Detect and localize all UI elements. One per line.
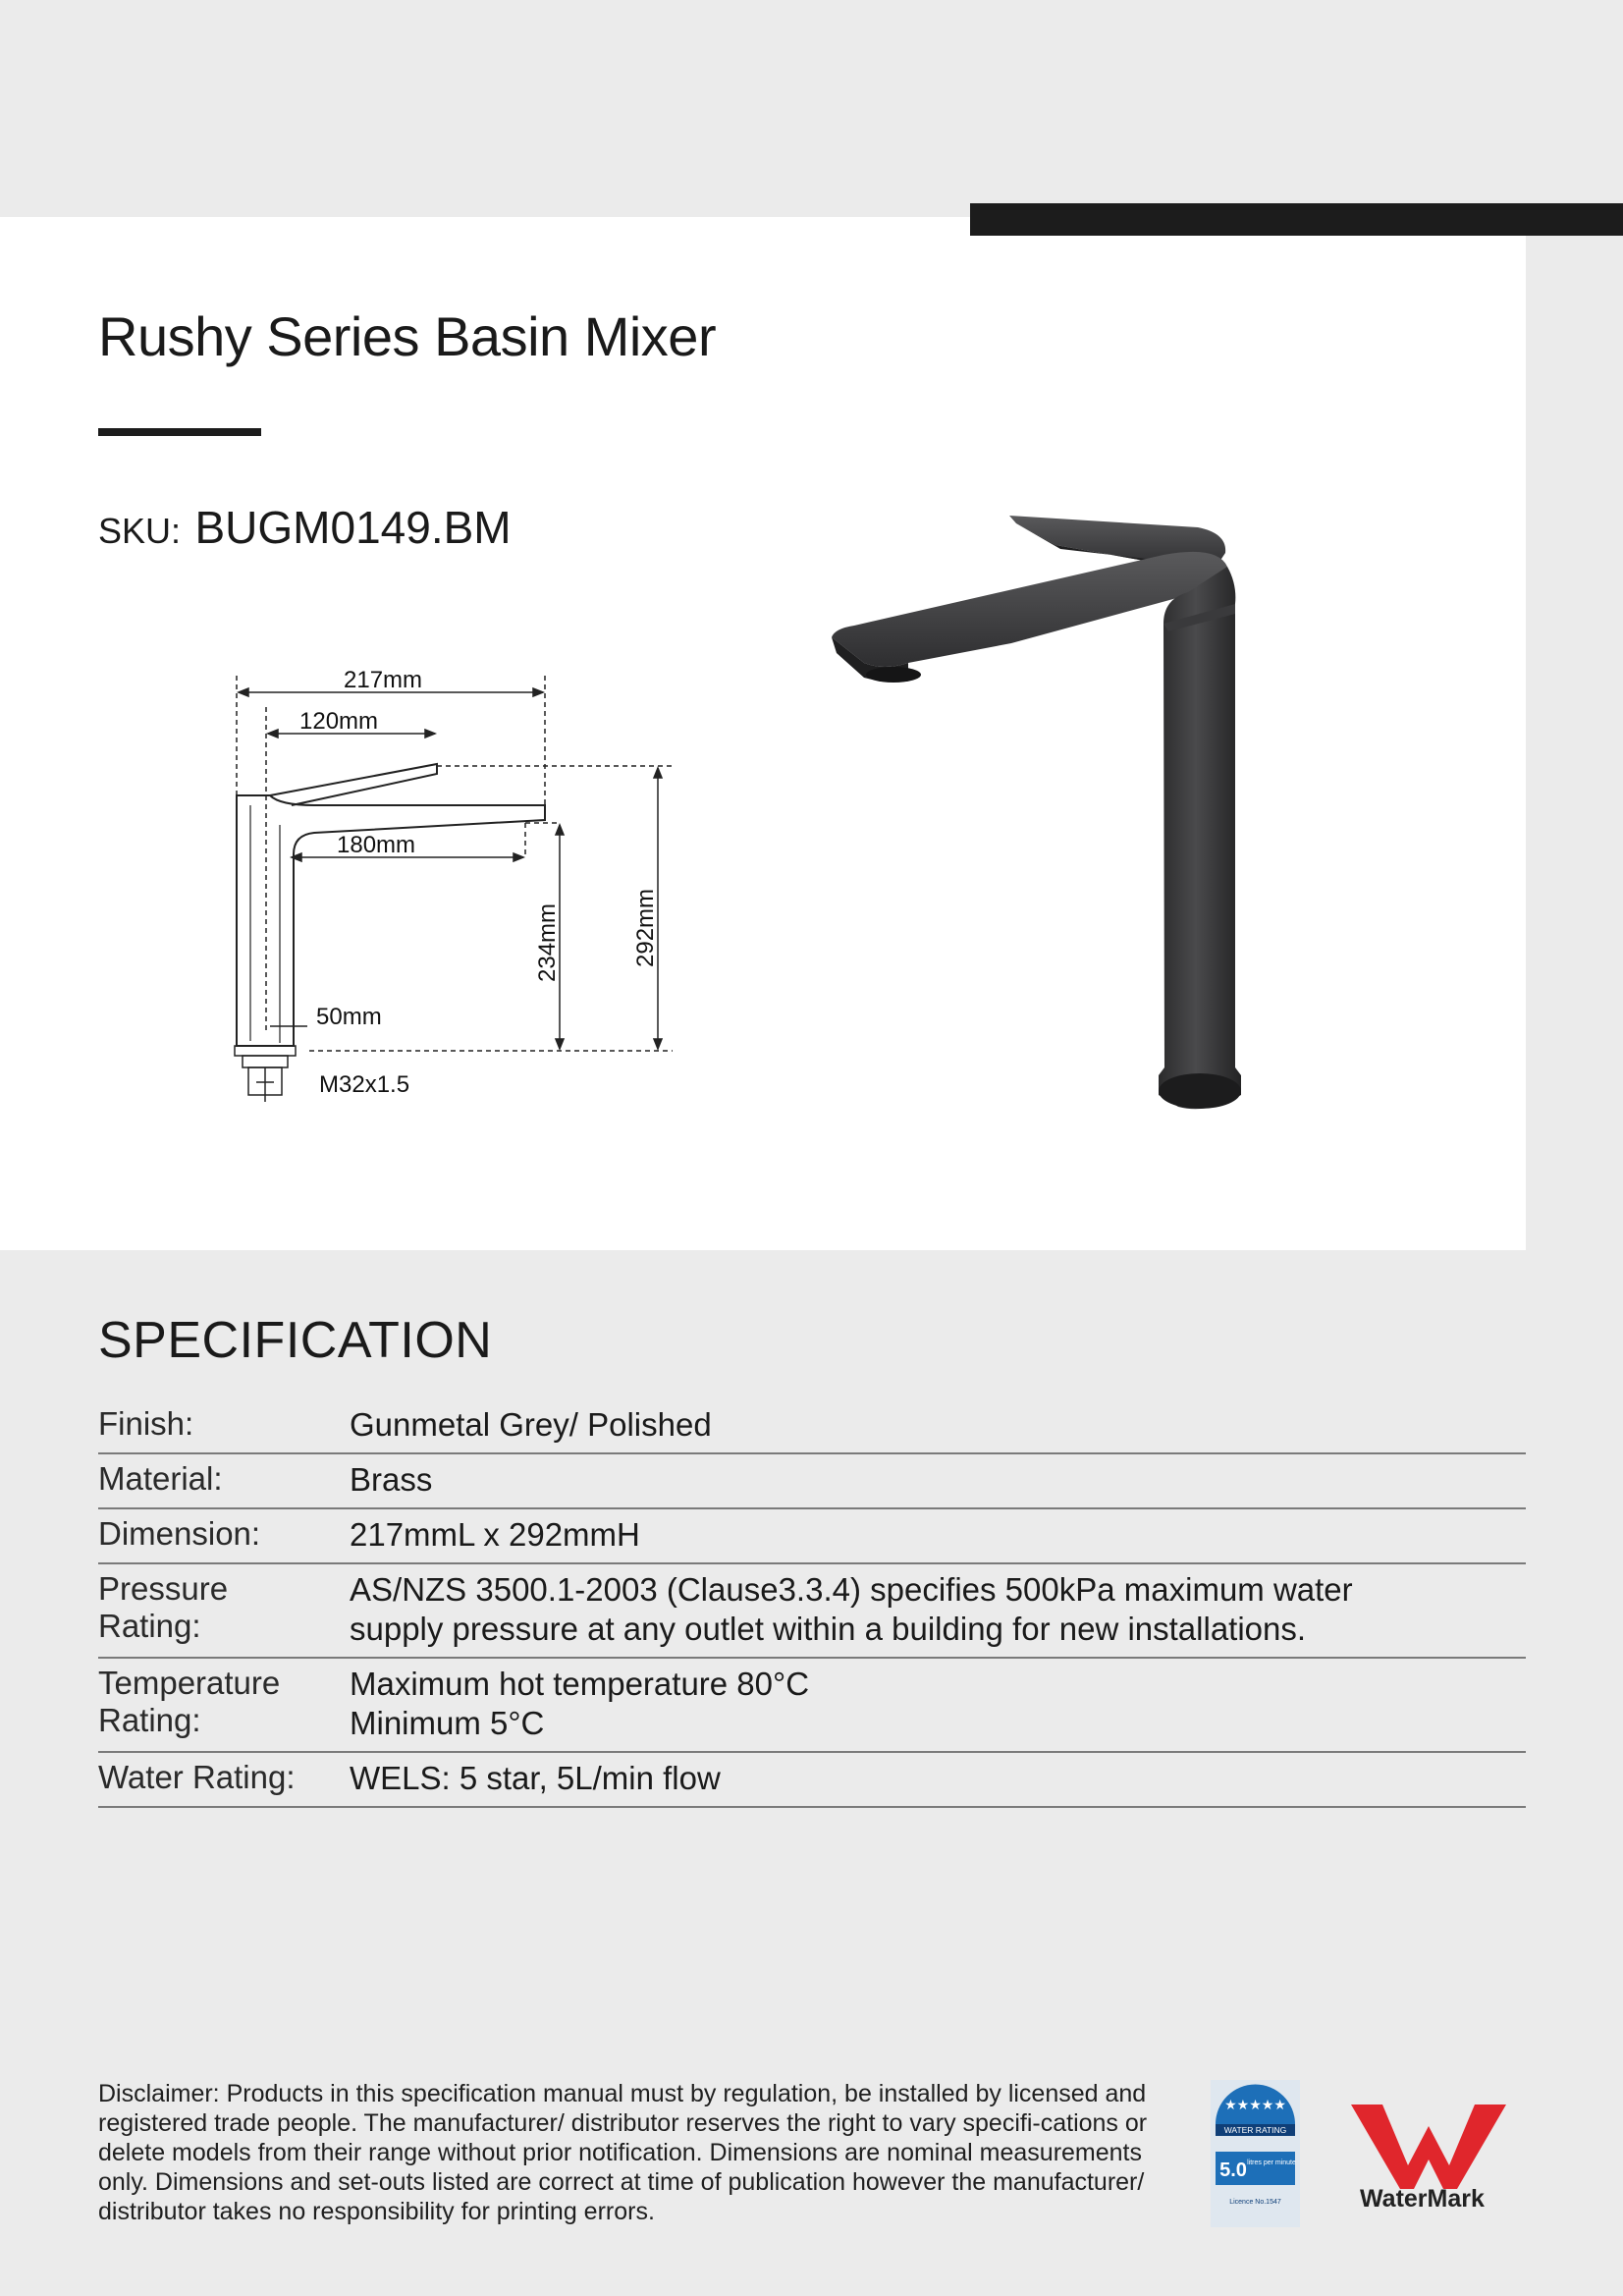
spec-heading: SPECIFICATION (98, 1312, 493, 1369)
basin-mixer-image (815, 506, 1365, 1134)
wels-stars-icon: ★★★★★ (1224, 2097, 1286, 2112)
wels-rating-badge (1211, 2080, 1300, 2227)
watermark-text: WaterMark (1360, 2185, 1485, 2213)
dim-217-label: 217mm (344, 667, 423, 693)
spec-value: AS/NZS 3500.1-2003 (Clause3.3.4) specifies 500kPa maximum water supply pressure at any outlet within a building for new installations. (350, 1571, 1353, 1647)
spec-value: Gunmetal Grey/ Polished (350, 1406, 712, 1443)
dimension-diagram (221, 658, 682, 1120)
sku-value: BUGM0149.BM (194, 502, 512, 553)
spec-value: WELS: 5 star, 5L/min flow (350, 1760, 721, 1796)
top-accent-bar (970, 203, 1623, 236)
wels-licence: Licence No.1547 (1229, 2199, 1281, 2206)
spec-label: Material: (98, 1460, 223, 1497)
spec-value: 217mmL x 292mmH (350, 1516, 640, 1553)
dim-292-label: 292mm (632, 888, 659, 967)
dim-50-label: 50mm (316, 1004, 382, 1030)
spec-row-pressure (98, 1564, 1526, 1659)
dim-120-label: 120mm (299, 708, 379, 735)
spec-row-finish (98, 1399, 1526, 1454)
spec-label: Dimension: (98, 1515, 261, 1552)
spec-value: Brass (350, 1461, 433, 1498)
spec-label: Pressure Rating: (98, 1570, 229, 1644)
spec-label: Water Rating: (98, 1759, 296, 1795)
sku-label: SKU: (98, 511, 182, 551)
wels-unit: litres per minute (1247, 2159, 1296, 2166)
spec-label: Temperature Rating: (98, 1665, 281, 1738)
spec-row-water-rating (98, 1753, 1526, 1808)
spec-value: Maximum hot temperature 80°C Minimum 5°C (350, 1666, 810, 1741)
dim-234-label: 234mm (534, 902, 561, 982)
wels-title: WATER RATING (1223, 2125, 1287, 2135)
spec-row-material (98, 1454, 1526, 1509)
product-title: Rushy Series Basin Mixer (98, 305, 717, 367)
dim-180-label: 180mm (337, 832, 416, 858)
title-underline (98, 428, 261, 436)
spec-row-temperature (98, 1659, 1526, 1753)
sku-line (98, 501, 512, 554)
disclaimer-text: Disclaimer: Products in this specification manual must by regulation, be installed by licensed and registered trade people. The manufacturer/ distributor reserves the right to vary specifi-cations or delete models from their range without prior notification. Dimensions are nominal measurements only. Dimensions and set-outs listed are correct at time of publication however the manufacturer/ distributor takes no responsibility for printing errors. (98, 2080, 1148, 2225)
spec-row-dimension (98, 1509, 1526, 1564)
spec-label: Finish: (98, 1405, 194, 1442)
wels-value: 5.0 (1219, 2159, 1247, 2181)
spec-table (98, 1399, 1526, 1808)
thread-label: M32x1.5 (319, 1071, 410, 1098)
